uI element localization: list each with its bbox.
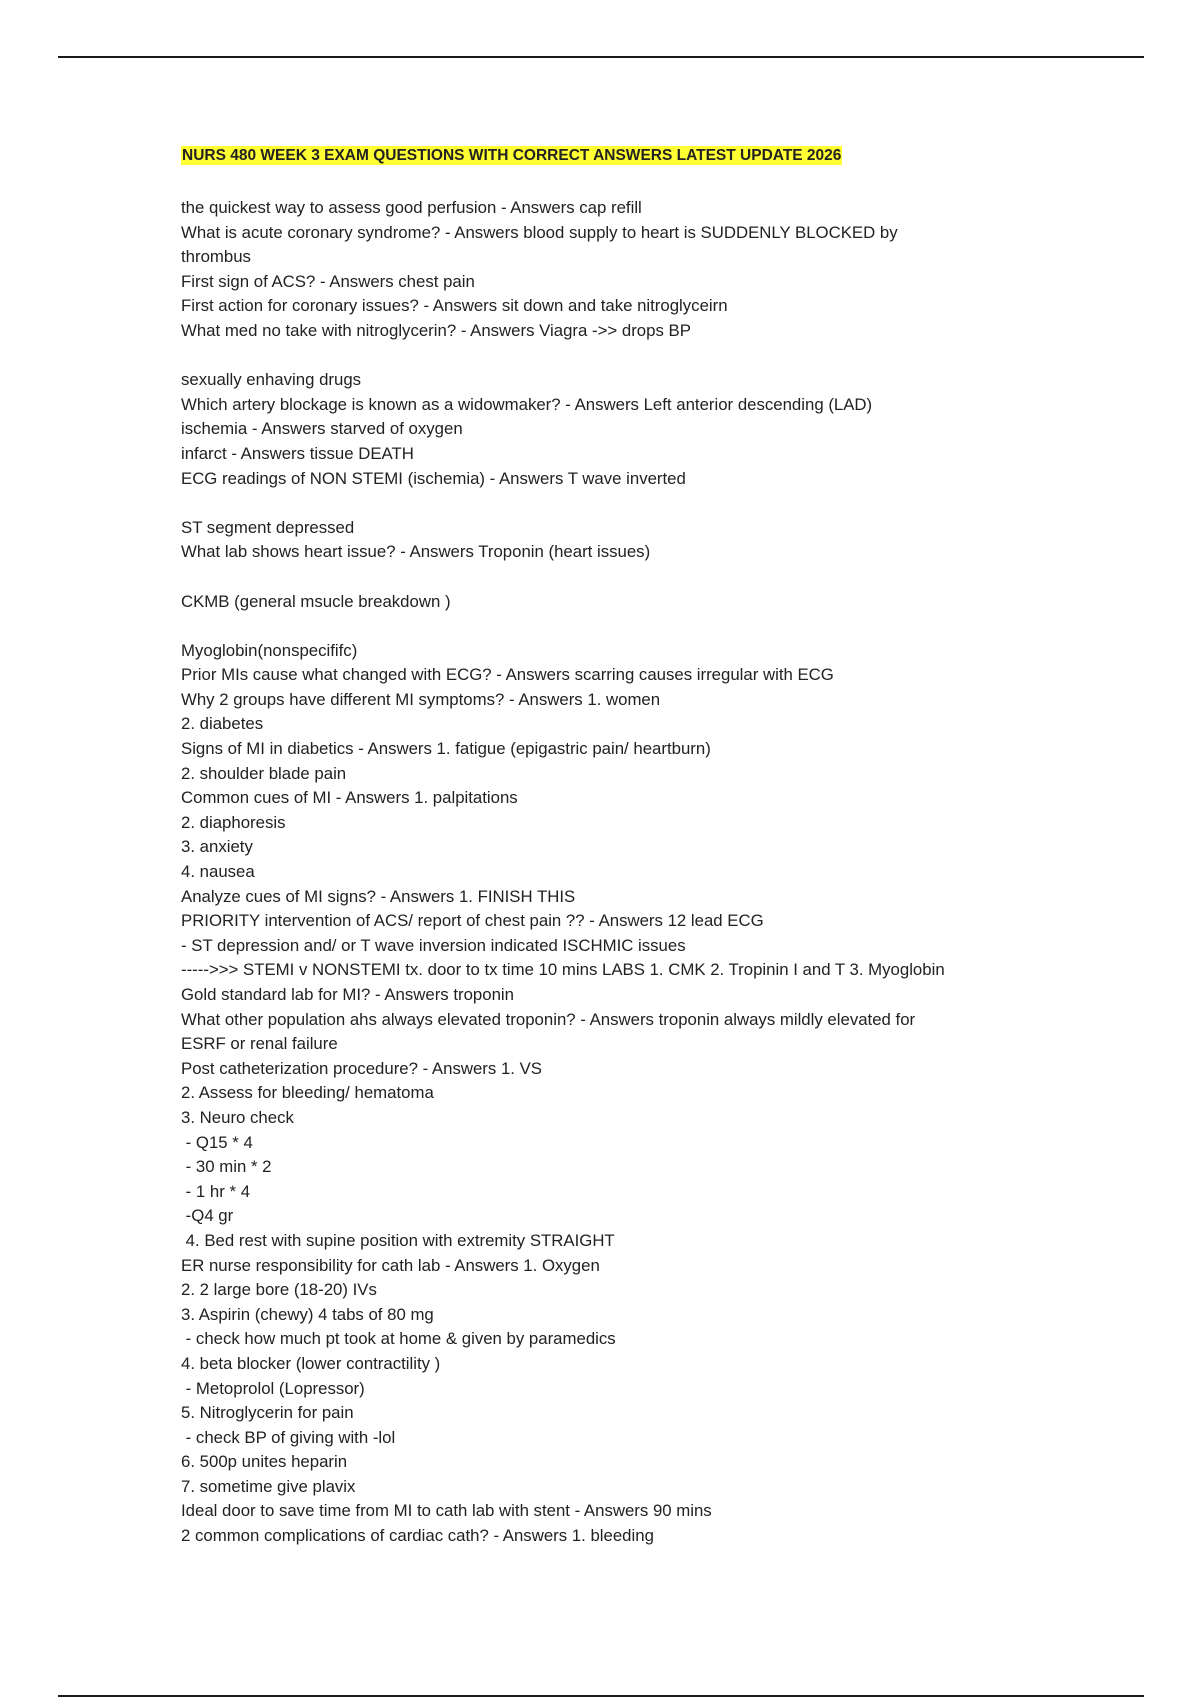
text-line: What lab shows heart issue? - Answers Troponin (heart issues) [181, 542, 651, 562]
text-line: Gold standard lab for MI? - Answers troponin [181, 985, 514, 1004]
text-line: Why 2 groups have different MI symptoms? - Answers 1. women [181, 689, 661, 709]
text-line: - Metoprolol (Lopressor) [181, 1378, 365, 1398]
text-line: PRIORITY intervention of ACS/ report of chest pain ?? - Answers 12 lead ECG [181, 911, 764, 931]
text-line: ER nurse responsibility for cath lab - Answers 1. Oxygen [181, 1255, 600, 1275]
text-line: Prior MIs cause what changed with ECG? - Answers scarring causes irregular with ECG [181, 665, 834, 685]
blank-line [181, 344, 1021, 369]
text-line: What other population ahs always elevated troponin? - Answers troponin always mildly elevated for [181, 1009, 916, 1029]
text-line: -Q4 gr [181, 1206, 234, 1226]
text-line: ESRF or renal failure [181, 1034, 338, 1054]
text-line: thrombus [181, 247, 251, 267]
text-line: 7. sometime give plavix [181, 1476, 356, 1496]
text-line: 2 common complications of cardiac cath? - Answers 1. bleeding [181, 1526, 654, 1546]
text-line: What is acute coronary syndrome? - Answers blood supply to heart is SUDDENLY BLOCKED by [181, 222, 898, 242]
text-line: 3. Neuro check [181, 1107, 294, 1127]
text-line: - 30 min * 2 [181, 1157, 272, 1177]
text-line: Post catheterization procedure? - Answers 1. VS [181, 1058, 542, 1078]
text-line: - check BP of giving with -lol [181, 1427, 396, 1447]
text-line: ----->>> STEMI v NONSTEMI tx. door to tx time 10 mins LABS 1. CMK 2. Tropinin I and T 3. Myoglobin [181, 960, 945, 980]
text-line: Signs of MI in diabetics - Answers 1. fatigue (epigastric pain/ heartburn) [181, 739, 711, 759]
text-line: 4. Bed rest with supine position with extremity STRAIGHT [181, 1230, 615, 1250]
text-line: First action for coronary issues? - Answers sit down and take nitroglyceirn [181, 296, 728, 316]
text-line: - ST depression and/ or T wave inversion indicated ISCHMIC issues [181, 935, 686, 955]
text-line: ischemia - Answers starved of oxygen [181, 419, 463, 439]
blank-line [181, 565, 1021, 590]
text-line: 4. nausea [181, 862, 255, 882]
text-line: 2. shoulder blade pain [181, 763, 347, 783]
text-line: 6. 500p unites heparin [181, 1452, 348, 1472]
text-line: Ideal door to save time from MI to cath lab with stent - Answers 90 mins [181, 1501, 712, 1521]
footer-rule [58, 1695, 1144, 1697]
text-line: 2. diabetes [181, 714, 264, 734]
text-line: the quickest way to assess good perfusion - Answers cap refill [181, 198, 642, 217]
text-line: sexually enhaving drugs [181, 370, 362, 390]
text-line: Analyze cues of MI signs? - Answers 1. FINISH THIS [181, 886, 576, 906]
text-line: Myoglobin(nonspecififc) [181, 640, 358, 660]
text-line: Common cues of MI - Answers 1. palpitations [181, 788, 518, 808]
text-line: What med no take with nitroglycerin? - Answers Viagra ->> drops BP [181, 320, 691, 340]
blank-line [181, 491, 1021, 516]
text-line: - check how much pt took at home & given by paramedics [181, 1329, 616, 1349]
document-title-text: NURS 480 WEEK 3 EXAM QUESTIONS WITH CORRECT ANSWERS LATEST UPDATE 2026 [182, 147, 842, 164]
text-line: 3. anxiety [181, 837, 253, 857]
text-line: 2. diaphoresis [181, 812, 286, 832]
header-rule [58, 56, 1144, 58]
text-line: 4. beta blocker (lower contractility ) [181, 1353, 441, 1373]
text-line: infarct - Answers tissue DEATH [181, 443, 414, 463]
text-line: - Q15 * 4 [181, 1132, 253, 1152]
text-line: 2. Assess for bleeding/ hematoma [181, 1083, 434, 1103]
text-line: ST segment depressed [181, 517, 355, 537]
text-line: 5. Nitroglycerin for pain [181, 1403, 354, 1423]
text-line: Which artery blockage is known as a widowmaker? - Answers Left anterior descending (LAD) [181, 394, 873, 414]
text-line: 3. Aspirin (chewy) 4 tabs of 80 mg [181, 1304, 434, 1324]
text-line: First sign of ACS? - Answers chest pain [181, 271, 475, 291]
document-title [181, 146, 842, 166]
text-line: 2. 2 large bore (18-20) IVs [181, 1280, 377, 1300]
document-body [181, 196, 1021, 1549]
blank-line [181, 614, 1021, 639]
text-line: CKMB (general msucle breakdown ) [181, 591, 451, 611]
text-line: ECG readings of NON STEMI (ischemia) - Answers T wave inverted [181, 468, 686, 488]
text-line: - 1 hr * 4 [181, 1181, 251, 1201]
